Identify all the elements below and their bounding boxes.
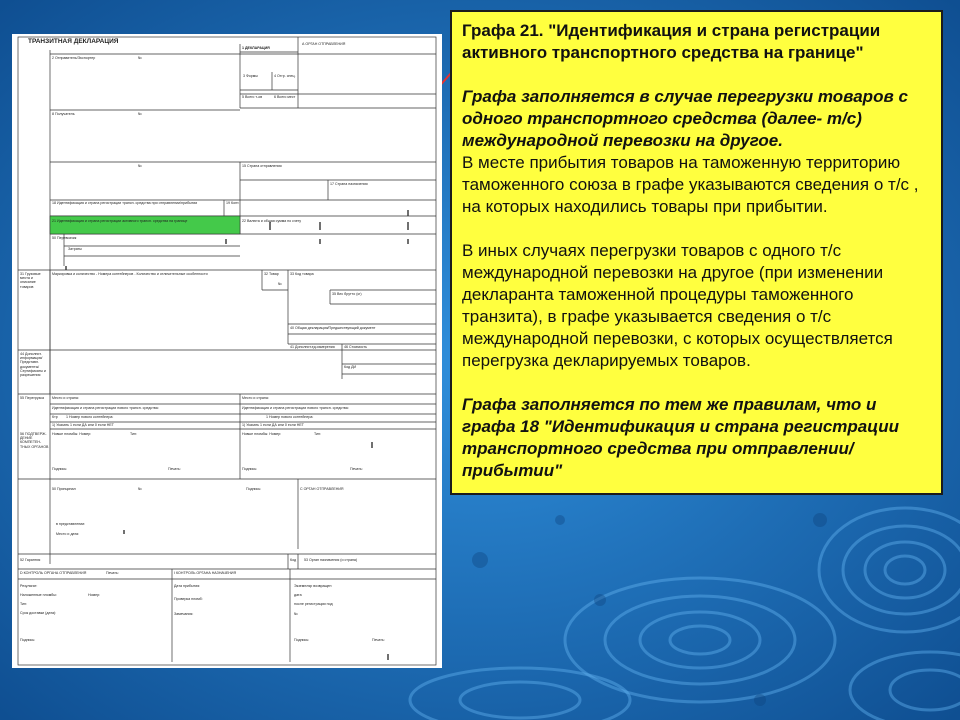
label-decl-type: 1 ДЕКЛАРАЦИЯ	[242, 46, 270, 50]
box-heading: Графа 21. "Идентификация и страна регистрации активного транспортного средства на границе"	[462, 21, 881, 62]
label-seal-check: Проверка пломб:	[174, 597, 203, 601]
label-type-2: Тип:	[314, 432, 321, 436]
label-container: 19 Конт.	[226, 201, 240, 205]
label-sender: 2 Отправитель/Экспортер	[52, 56, 96, 60]
box-closing: Графа заполняется по тем же правилам, что и графа 18 "Идентификация и страна регистрации транспортного средства при отправлении/прибытии"	[462, 395, 900, 480]
label-docs-prev: 40 Общая декларация/Предшествующий документ	[290, 326, 376, 330]
label-no-4: №	[278, 282, 282, 286]
label-office-dest: I КОНТРОЛЬ ОРГАНА НАЗНАЧЕНИЯ	[174, 571, 237, 575]
label-number-d: Номер:	[88, 593, 101, 597]
label-office-dispatch: D КОНТРОЛЬ ОРГАНА ОТПРАВЛЕНИЯ	[20, 571, 87, 575]
label-carrier: 50 Перевозчик	[52, 236, 77, 240]
label-reload: 55 Перегрузка	[20, 396, 44, 400]
label-deadline: Срок доставки (дата):	[20, 611, 57, 615]
label-country-dest: 17 Страна назначения	[330, 182, 368, 186]
label-marks: Маркировка и количество - Номера контейнеров - Количество и отличительные особенности	[52, 272, 208, 276]
label-code-52: Код	[290, 558, 297, 562]
label-no-5: №	[138, 487, 142, 491]
label-sign-i: Подпись:	[294, 638, 310, 642]
label-transit-office: 53 Орган назначения (и страна)	[304, 558, 358, 562]
label-remarks: Замечания:	[174, 612, 194, 616]
label-seals: Затраты	[68, 247, 82, 251]
label-spec: 4 Отгр. спец.	[274, 74, 296, 78]
label-customs-office: С ОРГАН ОТПРАВЛЕНИЯ	[300, 487, 344, 491]
label-code-44: Код ДИ	[344, 365, 357, 369]
label-country-dispatch: А ОРГАН ОТПРАВЛЕНИЯ	[302, 42, 346, 46]
label-hs-code: 33 Код товара	[290, 272, 314, 276]
label-new-container: 1 Номер нового контейнера:	[66, 415, 114, 419]
label-packages: 31 Грузовые места и описание товаров	[20, 272, 41, 289]
label-guarantee: 52 Гарантия	[20, 558, 41, 562]
label-customs-value: 46 Стоимость	[344, 345, 367, 349]
label-place-country: Место и страна:	[52, 396, 79, 400]
label-places: 6 Всего мест	[274, 95, 296, 99]
label-currency: 22 Валюта и общая сумма по счету	[242, 219, 302, 223]
label-certified: 1) Указать 1 если ДА или 0 если НЕТ	[52, 423, 114, 427]
label-date-r: дата	[294, 593, 302, 597]
label-forms: 3 Формы	[243, 74, 258, 78]
label-stamp-2: Печать:	[350, 467, 363, 471]
label-seals-applied: Наложенные пломбы:	[20, 593, 57, 597]
label-transport-18: 18 Идентификация и страна регистрации трансп. средства при отправлении/прибытии	[52, 201, 198, 205]
label-sign-1: Подпись:	[52, 467, 68, 471]
label-country-disp: 15 Страна отправления	[242, 164, 282, 168]
label-sign-2: Подпись:	[242, 467, 258, 471]
box-italic-lead: Графа заполняется в случае перегрузки товаров с одного транспортного средства (далее- т/с) международной перевозки на другое.	[462, 87, 908, 150]
label-sign-d: Подпись:	[20, 638, 36, 642]
label-certified-2: 1) Указать 1 если ДА или 0 если НЕТ	[242, 423, 304, 427]
label-transport-21: 21 Идентификация и страна регистрации активного трансп. средства на границе	[52, 219, 188, 223]
label-goods-no: 32 Товар	[264, 272, 279, 276]
label-consignee: 8 Получатель	[52, 112, 75, 116]
label-stamp-1: Печать:	[168, 467, 181, 471]
label-docs-44: 44 Дополнит. информация/ Представл. документы/ Сертификаты и разрешения	[20, 352, 46, 378]
label-represented: в представлении:	[56, 522, 86, 526]
box-paragraph-2: В иных случаях перегрузки товаров с одного т/с международной перевозки на другое (при изменении декларанта таможенной процедуры таможенного транзита), в графе указывается сведения о т/с международной перевозки, с которых осуществляется перегрузка декларируемых товаров.	[462, 241, 893, 370]
label-copy-returned: Экземпляр возвращен	[294, 584, 332, 588]
label-new-container-2: 1 Номер нового контейнера:	[266, 415, 314, 419]
label-gross: 35 Вес брутто (кг)	[332, 292, 362, 296]
label-extra-units: 41 Дополнит.ед.измерения	[290, 345, 335, 349]
label-items: 5 Всего т-ов	[242, 95, 263, 99]
label-type-d: Тип:	[20, 602, 27, 606]
label-ctr: Ктр	[52, 415, 58, 419]
label-after-reg: после регистрации под	[294, 602, 333, 606]
form-title: ТРАНЗИТНАЯ ДЕКЛАРАЦИЯ	[28, 38, 119, 45]
label-type-1: Тип:	[130, 432, 137, 436]
label-arrival: Дата прибытия:	[174, 584, 201, 588]
label-no-1: №	[138, 56, 142, 60]
label-stamp-i: Печать:	[372, 638, 385, 642]
label-new-seals-2: Новые пломбы: Номер:	[242, 432, 282, 436]
label-incidents: 56 ПОДТВЕРЖ-ДЕНИЕ КОМПЕТЕН-ТНЫХ ОРГАНОВ	[20, 432, 49, 449]
box-paragraph-1: В месте прибытия товаров на таможенную территорию таможенного союза в графе указываются сведения о т/с , на которых находились товары при прибытии.	[462, 153, 919, 216]
label-no-2: №	[138, 112, 142, 116]
label-principal: 50 Принципал	[52, 487, 76, 491]
label-new-seals: Новые пломбы: Номер:	[52, 432, 92, 436]
label-place-date: Место и дата:	[56, 532, 80, 536]
label-stamp-d: Печать:	[106, 571, 119, 575]
label-no-6: №	[294, 612, 298, 616]
label-sign-3: Подпись:	[246, 487, 262, 491]
label-new-transport: Идентификация и страна регистрации нового трансп. средства:	[52, 406, 159, 410]
label-result: Результат:	[20, 584, 38, 588]
explanation-box	[450, 10, 943, 495]
label-new-transport-2: Идентификация и страна регистрации нового трансп. средства:	[242, 406, 349, 410]
label-no-3: №	[138, 164, 142, 168]
label-place-country-2: Место и страна:	[242, 396, 269, 400]
transit-declaration-form	[12, 34, 442, 668]
